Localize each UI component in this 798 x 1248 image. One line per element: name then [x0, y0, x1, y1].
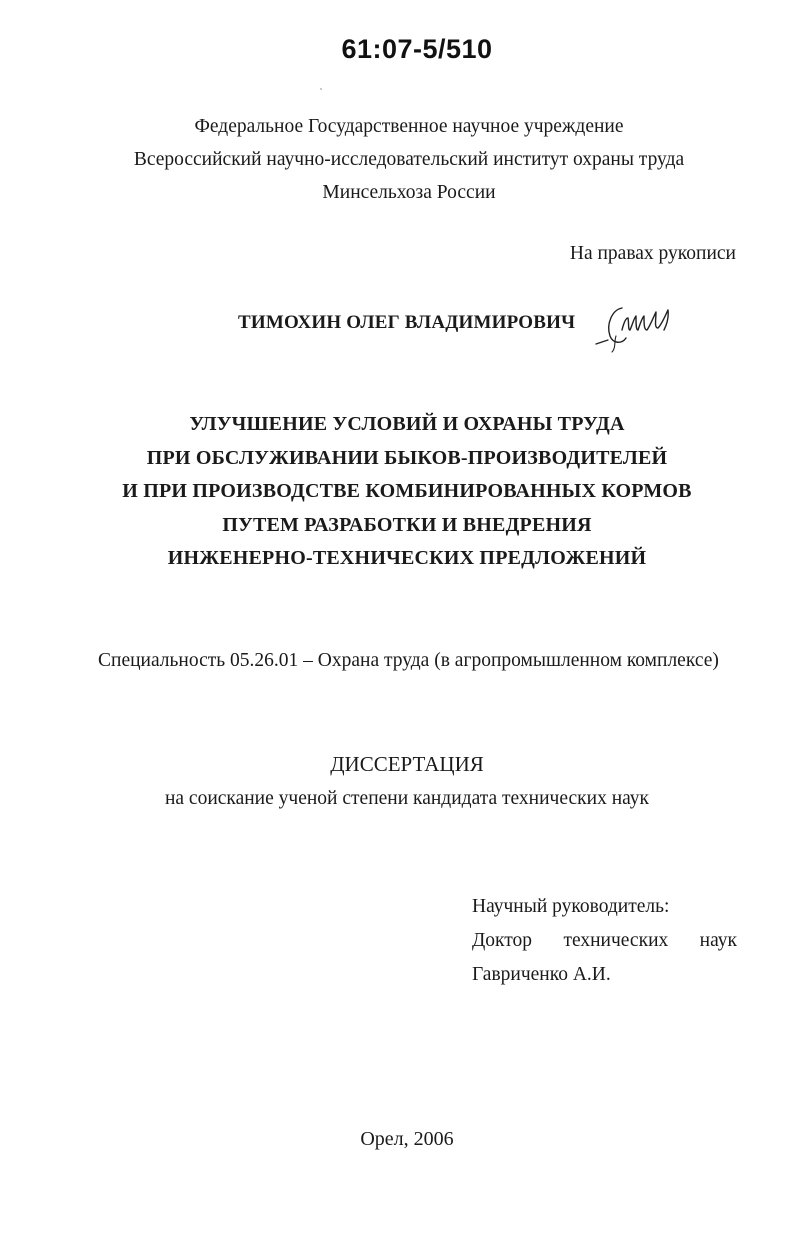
supervisor-name: Гавриченко А.И.	[472, 964, 611, 985]
author-row	[0, 300, 798, 360]
handwritten-signature	[592, 300, 682, 356]
dissertation-topic	[0, 408, 798, 576]
degree-purpose: на соискание ученой степени кандидата технических наук	[164, 788, 650, 809]
topic-line: ИНЖЕНЕРНО-ТЕХНИЧЕСКИХ ПРЕДЛОЖЕНИЙ	[167, 547, 647, 569]
supervisor-degree: Доктор технических наук	[472, 930, 737, 951]
topic-line: ПРИ ОБСЛУЖИВАНИИ БЫКОВ-ПРОИЗВОДИТЕЛЕЙ	[146, 446, 668, 469]
topic-line: ПУТЕМ РАЗРАБОТКИ И ВНЕДРЕНИЯ	[222, 513, 592, 536]
supervisor-block	[472, 890, 737, 992]
organization-line: Федеральное Государственное научное учреждение	[194, 116, 624, 137]
topic-line: УЛУЧШЕНИЕ УСЛОВИЙ И ОХРАНЫ ТРУДА	[189, 413, 625, 435]
supervisor-label: Научный руководитель:	[472, 896, 670, 917]
document-type-heading: ДИССЕРТАЦИЯ	[330, 752, 484, 776]
specialty-line: Специальность 05.26.01 – Охрана труда (в агропромышленном комплексе)	[98, 650, 719, 671]
manuscript-note: На правах рукописи	[569, 243, 736, 264]
topic-line: И ПРИ ПРОИЗВОДСТВЕ КОМБИНИРОВАННЫХ КОРМОВ	[122, 480, 692, 502]
organization-line: Всероссийский научно-исследовательский институт охраны труда	[133, 149, 685, 170]
scan-speck	[320, 88, 322, 90]
organization-line: Минсельхоза России	[322, 182, 496, 203]
organization-block	[0, 110, 798, 209]
author-name: ТИМОХИН ОЛЕГ ВЛАДИМИРОВИЧ	[238, 312, 576, 333]
library-stamp-code: 61:07-5/510	[341, 34, 493, 64]
city-year: Орел, 2006	[360, 1128, 454, 1150]
